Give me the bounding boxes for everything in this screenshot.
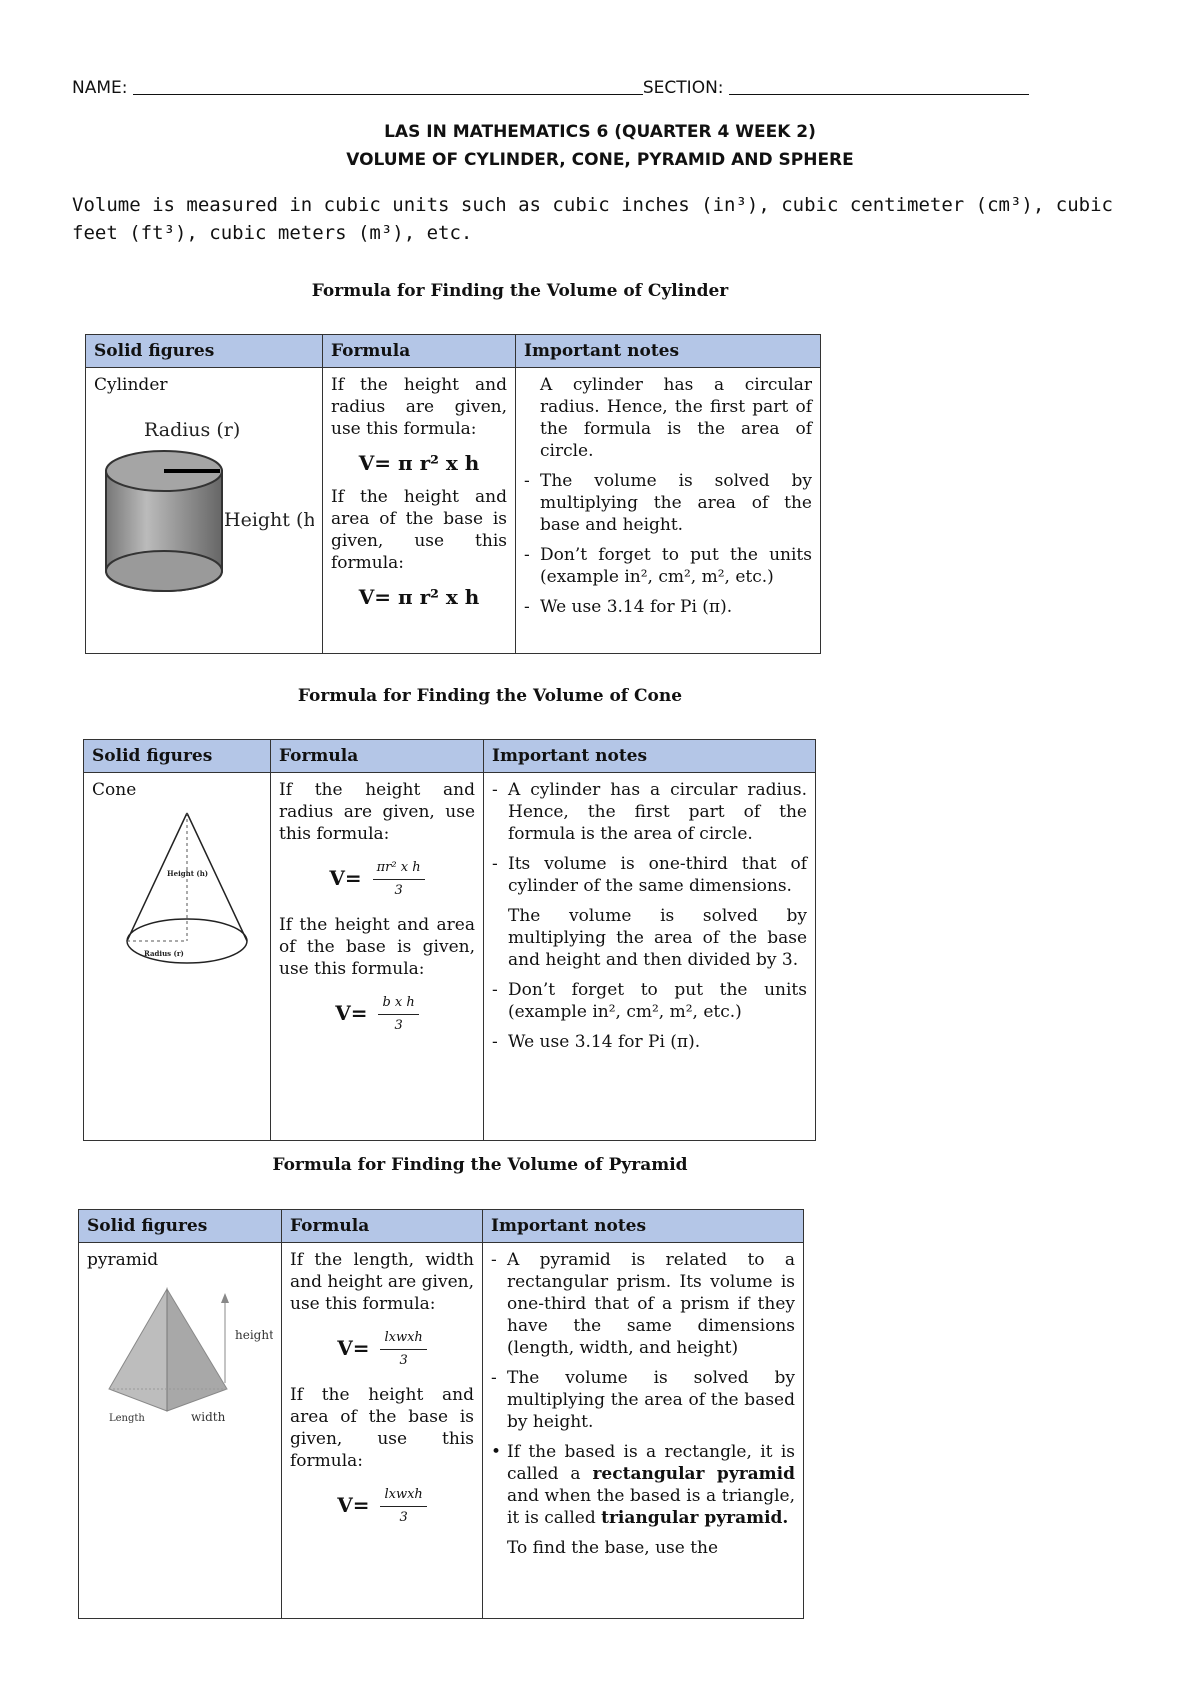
pyramid-formula-text-1: If the length, width and height are given, use this formula:	[290, 1250, 474, 1314]
section-label: SECTION:	[642, 78, 724, 98]
cylinder-note: - The volume is solved by multiplying the area of the base and height.	[524, 470, 812, 536]
pyramid-note: • If the based is a rectangle, it is called a rectangular pyramid and when the based is a triangle, it is called triangular pyramid.	[491, 1441, 795, 1529]
pyramid-figure	[87, 1271, 273, 1431]
doc-title-1: LAS IN MATHEMATICS 6 (QUARTER 4 WEEK 2)	[384, 122, 816, 142]
cone-radius-label: Radius (r)	[144, 949, 184, 958]
pyramid-formula-1: V= $\frac{\text{lxwxh}}{3}$	[290, 1327, 474, 1372]
cone-note: - We use 3.14 for Pi (π).	[492, 1031, 807, 1053]
header-notes: Important notes	[483, 1210, 804, 1243]
cylinder-note: - We use 3.14 for Pi (π).	[524, 596, 812, 618]
cylinder-figure	[94, 396, 314, 606]
header-solid: Solid figures	[79, 1210, 282, 1243]
pyramid-formula-cell	[282, 1243, 483, 1619]
cylinder-radius-label: Radius (r)	[144, 419, 241, 441]
header-formula: Formula	[323, 335, 516, 368]
cone-name: Cone	[92, 780, 137, 800]
header-notes: Important notes	[516, 335, 821, 368]
pyramid-section-title: Formula for Finding the Volume of Pyramid	[272, 1155, 688, 1175]
pyramid-table	[78, 1209, 804, 1619]
cylinder-formula-cell	[323, 368, 516, 654]
pyramid-notes-cell	[483, 1243, 804, 1619]
cylinder-formula-text-2: If the height and area of the base is given, use this formula:	[331, 487, 507, 573]
header-solid: Solid figures	[86, 335, 323, 368]
cone-formula-1: V= $\frac{\text{πr² x h}}{3}$	[279, 857, 475, 902]
cylinder-notes-cell	[516, 368, 821, 654]
name-section-line	[72, 78, 1029, 98]
cylinder-note: - Don’t forget to put the units (example in², cm², m², etc.)	[524, 544, 812, 588]
cone-figure-cell	[84, 773, 271, 1141]
pyramid-height-label: height	[235, 1328, 273, 1342]
pyramid-note: - A pyramid is related to a rectangular prism. Its volume is one-third that of a prism if they have the same dimensions (length, width, and height)	[491, 1249, 795, 1359]
pyramid-note: - The volume is solved by multiplying the area of the based by height.	[491, 1367, 795, 1433]
cone-notes-cell	[484, 773, 816, 1141]
cone-note: - Its volume is one-third that of cylinder of the same dimensions.	[492, 853, 807, 897]
cylinder-formula-2: V= π r² x h	[358, 585, 480, 609]
cone-formula-text-1: If the height and radius are given, use this formula:	[279, 780, 475, 844]
intro-paragraph: Volume is measured in cubic units such as cubic inches (in³), cubic centimeter (cm³), cubic feet (ft³), cubic meters (m³), etc.	[72, 194, 1113, 244]
pyramid-width-label: width	[191, 1410, 226, 1424]
name-blank[interactable]	[133, 94, 643, 95]
cone-table	[83, 739, 816, 1141]
cylinder-formula-text-1: If the height and radius are given, use this formula:	[331, 375, 507, 439]
header-solid: Solid figures	[84, 740, 271, 773]
pyramid-name: pyramid	[87, 1250, 159, 1270]
cylinder-table	[85, 334, 821, 654]
cone-section-title: Formula for Finding the Volume of Cone	[297, 686, 683, 706]
cylinder-height-label: Height (h)	[224, 509, 314, 531]
cylinder-section-title: Formula for Finding the Volume of Cylinder	[311, 281, 729, 301]
doc-title-2: VOLUME OF CYLINDER, CONE, PYRAMID AND SPHERE	[346, 150, 854, 170]
pyramid-figure-cell	[79, 1243, 282, 1619]
pyramid-note: To find the base, use the	[507, 1538, 719, 1558]
cone-note: - A cylinder has a circular radius. Hence, the first part of the formula is the area of circle.	[492, 779, 807, 845]
header-formula: Formula	[271, 740, 484, 773]
cylinder-figure-cell	[86, 368, 323, 654]
header-formula: Formula	[282, 1210, 483, 1243]
cone-formula-cell	[271, 773, 484, 1141]
cone-note: The volume is solved by multiplying the area of the base and height and then divided by 3.	[508, 906, 807, 970]
cylinder-name: Cylinder	[94, 375, 168, 395]
pyramid-length-label: Length	[109, 1413, 145, 1424]
cone-formula-text-2: If the height and area of the base is given, use this formula:	[279, 915, 475, 979]
pyramid-formula-2: V= $\frac{\text{lxwxh}}{3}$	[290, 1484, 474, 1529]
pyramid-formula-text-2: If the height and area of the base is given, use this formula:	[290, 1385, 474, 1471]
cone-height-label: Height (h)	[167, 869, 209, 878]
section-blank[interactable]	[729, 94, 1029, 95]
cylinder-formula-1: V= π r² x h	[358, 451, 480, 475]
cone-figure	[92, 801, 262, 971]
header-notes: Important notes	[484, 740, 816, 773]
cone-note: - Don’t forget to put the units (example in², cm², m², etc.)	[492, 979, 807, 1023]
cone-formula-2: V= $\frac{\text{b x h}}{3}$	[279, 992, 475, 1037]
name-label: NAME:	[72, 78, 128, 98]
cylinder-note: A cylinder has a circular radius. Hence, the first part of the formula is the area of circle.	[540, 375, 812, 461]
